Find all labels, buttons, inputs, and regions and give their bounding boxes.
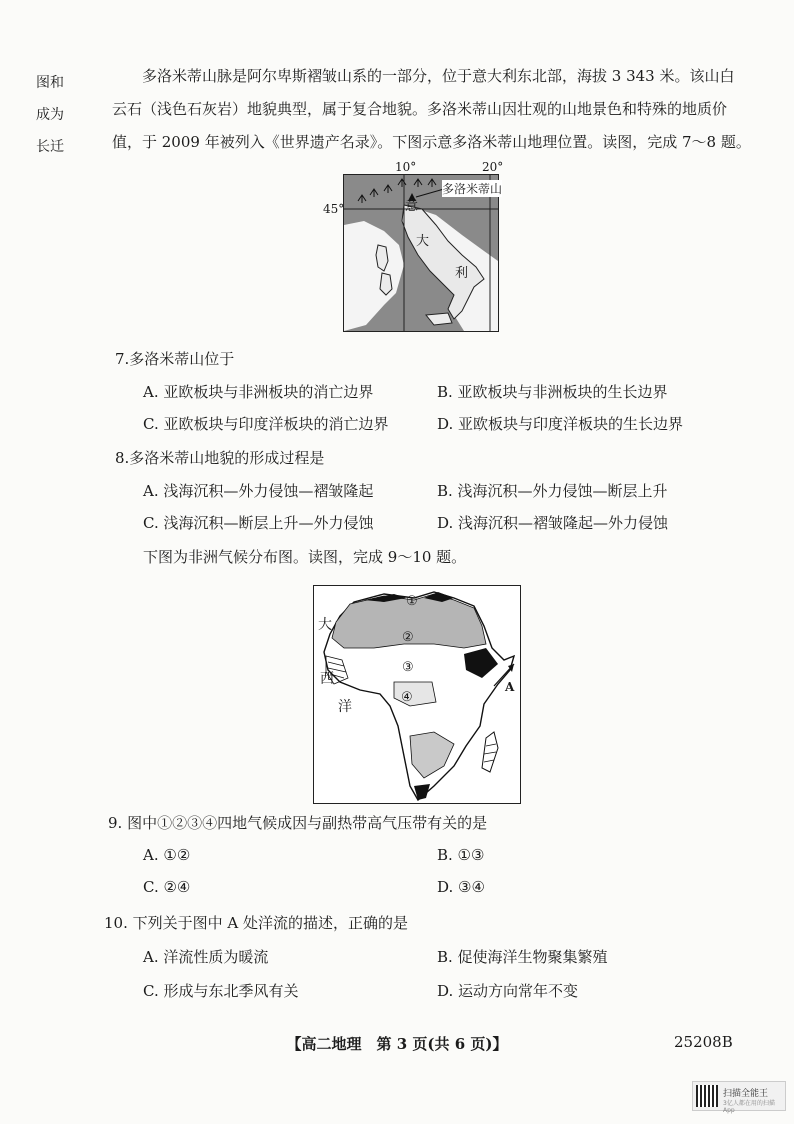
option: C. ②④ — [143, 878, 191, 896]
option: B. 促使海洋生物聚集繁殖 — [437, 948, 608, 966]
marker-2: ② — [402, 630, 414, 645]
option: C. 形成与东北季风有关 — [143, 982, 299, 1000]
qr-code-icon — [696, 1085, 718, 1107]
ocean-char: 大 — [318, 617, 332, 633]
marker-4: ④ — [401, 690, 413, 705]
option: A. 亚欧板块与非洲板块的消亡边界 — [143, 383, 374, 401]
intro-paragraph — [112, 60, 752, 159]
question-stem: 9. 图中①②③④四地气候成因与副热带高气压带有关的是 — [108, 814, 488, 832]
lon-label: 20° — [482, 160, 504, 174]
margin-note: 长迁 — [36, 139, 64, 155]
intro-line: 值，于 2009 年被列入《世界遗产名录》。下图示意多洛米蒂山地理位置。读图，完成 7～8 题。 — [112, 133, 751, 151]
margin-note: 成为 — [36, 107, 64, 123]
option: A. 洋流性质为暖流 — [143, 948, 269, 966]
africa-map — [313, 585, 521, 804]
option: C. 亚欧板块与印度洋板块的消亡边界 — [143, 415, 389, 433]
country-char: 利 — [455, 266, 469, 281]
marker-1: ① — [406, 594, 418, 609]
scanner-watermark — [692, 1081, 786, 1114]
page-footer: 【高二地理 第 3 页(共 6 页)】 — [286, 1035, 508, 1053]
option: A. ①② — [143, 846, 191, 864]
option: B. 浅海沉积—外力侵蚀—断层上升 — [437, 482, 668, 500]
option: C. 浅海沉积—断层上升—外力侵蚀 — [143, 514, 374, 532]
current-label: A — [505, 680, 515, 694]
option: B. ①③ — [437, 846, 485, 864]
lat-label: 45° — [323, 202, 345, 216]
exam-code: 25208B — [674, 1033, 733, 1051]
scanner-name: 扫描全能王 — [723, 1089, 769, 1099]
intro-line: 多洛米蒂山脉是阿尔卑斯褶皱山系的一部分，位于意大利东北部，海拔 3 343 米。该山白 — [142, 67, 735, 85]
italy-map — [343, 174, 499, 332]
margin-note: 图和 — [36, 75, 64, 91]
lon-label: 10° — [395, 160, 417, 174]
ocean-char: 洋 — [338, 699, 352, 715]
marker-3: ③ — [402, 660, 414, 675]
option: D. 浅海沉积—褶皱隆起—外力侵蚀 — [437, 514, 669, 532]
dolomites-callout: 多洛米蒂山 — [442, 182, 503, 196]
option: D. 运动方向常年不变 — [437, 982, 579, 1000]
option: D. 亚欧板块与印度洋板块的生长边界 — [437, 415, 684, 433]
intro-line: 云石（浅色石灰岩）地貌典型，属于复合地貌。多洛米蒂山因壮观的山地景色和特殊的地质价 — [112, 100, 728, 118]
option: A. 浅海沉积—外力侵蚀—褶皱隆起 — [143, 482, 374, 500]
question-stem: 10. 下列关于图中 A 处洋流的描述，正确的是 — [104, 914, 408, 932]
option: B. 亚欧板块与非洲板块的生长边界 — [437, 383, 668, 401]
country-char: 意 — [405, 199, 419, 214]
scanner-tagline: 3亿人都在用的扫描App — [723, 1100, 775, 1114]
ocean-char: 西 — [320, 671, 334, 687]
africa-intro: 下图为非洲气候分布图。读图，完成 9～10 题。 — [143, 548, 467, 566]
option: D. ③④ — [437, 878, 485, 896]
country-char: 大 — [416, 234, 430, 249]
question-stem: 8.多洛米蒂山地貌的形成过程是 — [115, 449, 325, 467]
question-stem: 7.多洛米蒂山位于 — [115, 350, 235, 368]
